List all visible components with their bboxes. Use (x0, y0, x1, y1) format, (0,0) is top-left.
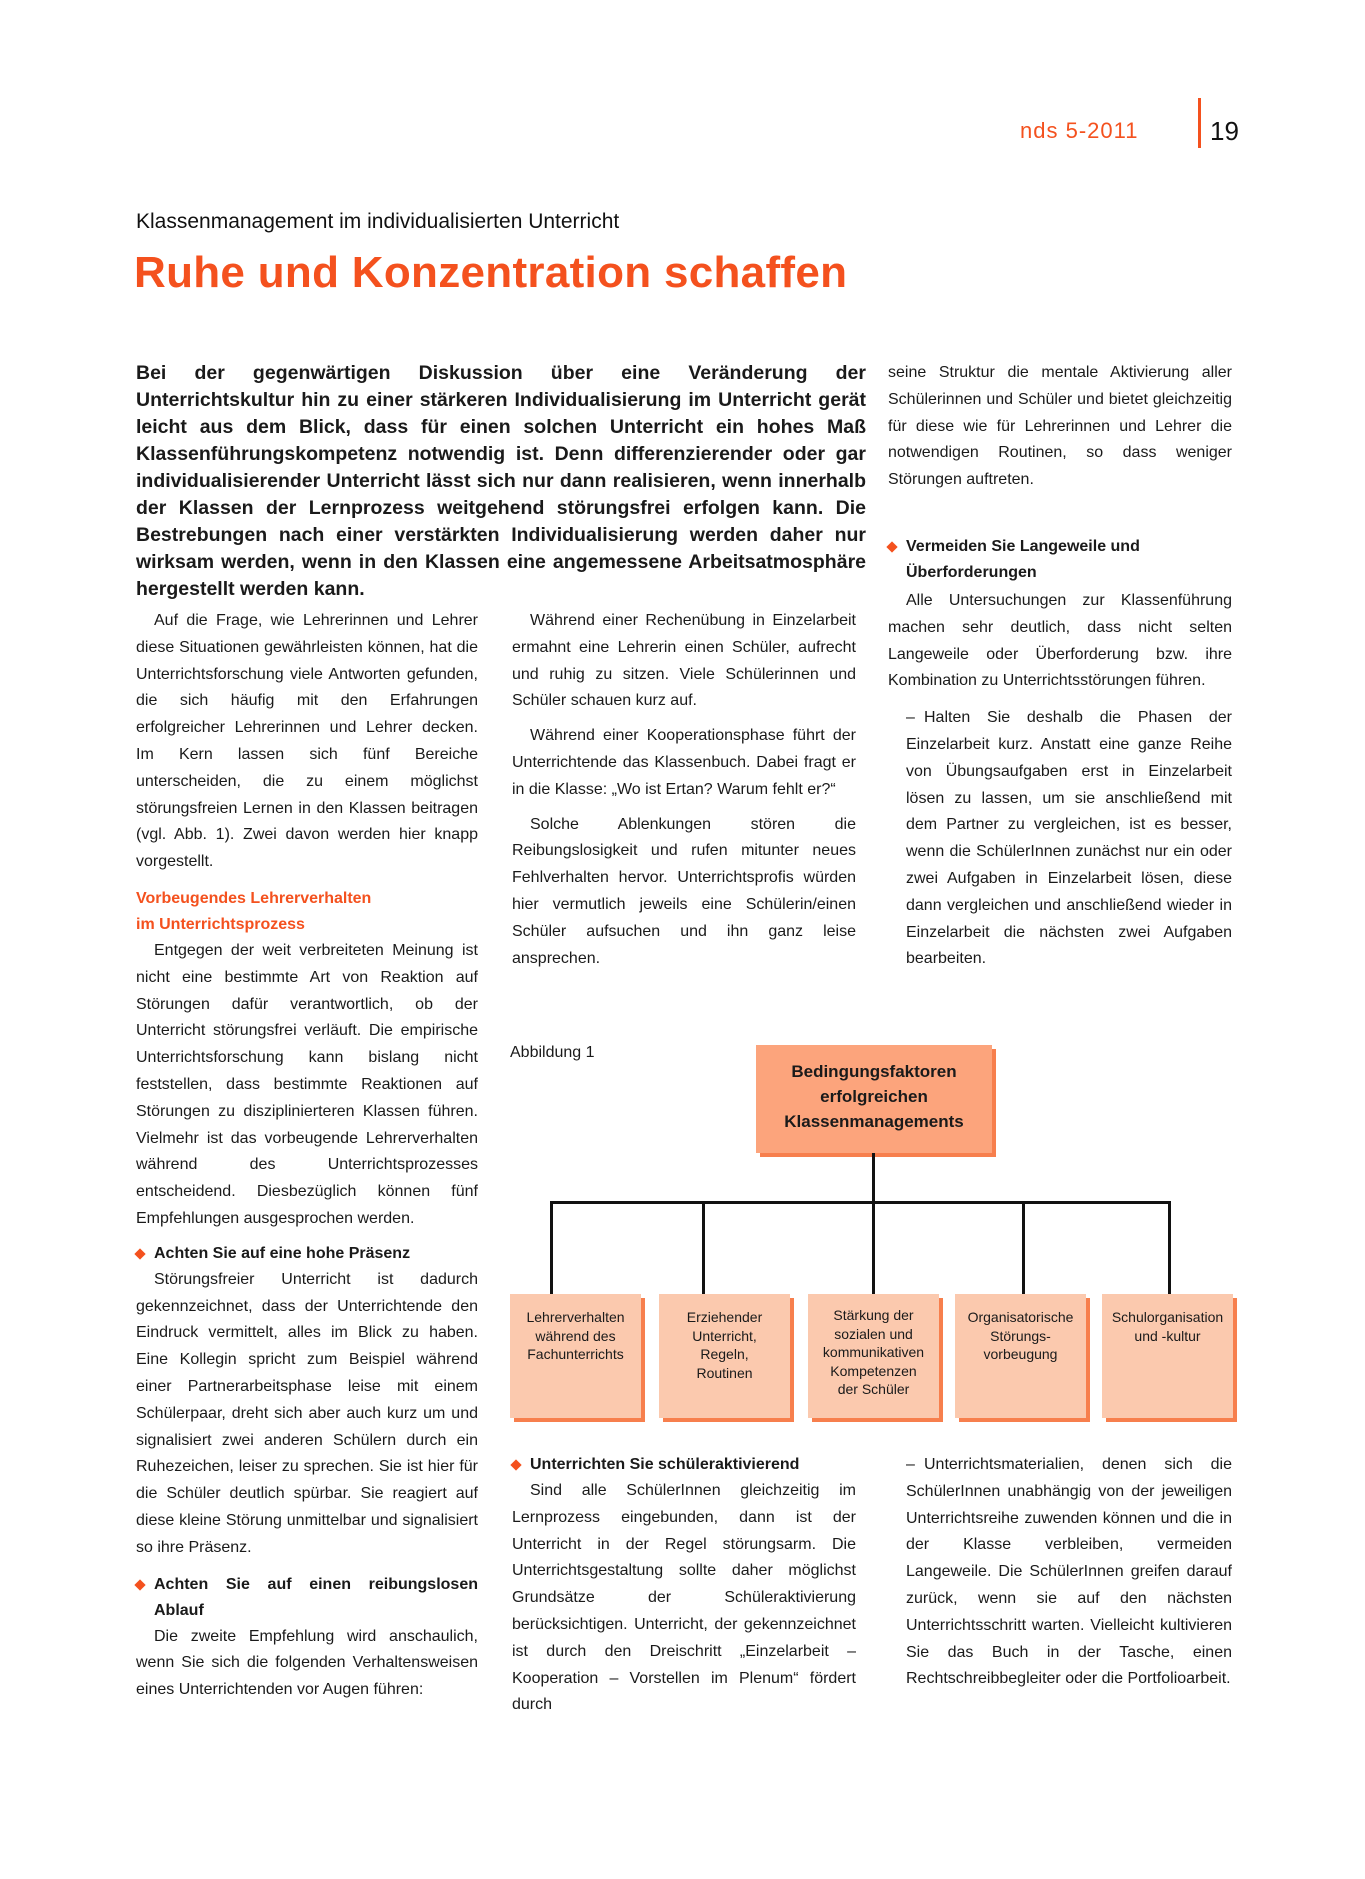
connector-vertical-root (872, 1153, 875, 1203)
child-line: Kompetenzen (830, 1362, 917, 1379)
child-line: vorbeugung (983, 1346, 1058, 1362)
col2-paragraph-4: Sind alle SchülerInnen gleichzeitig im Lernprozess eingebunden, dann ist der Unterricht in der Regel störungsarm. Die Unterrichtsgestaltung sollte daher möglichst Grundsätze der Schüleraktivierung berücksichtigen. Unterricht, der gekennzeichnet ist durch den Dreischritt „Einzelarbeit – Kooperation – Vorstellen im Plenum“ fördert durch (512, 1482, 856, 1714)
col1-paragraph-3: Störungsfreier Unterricht ist dadurch gekennzeichnet, dass der Unterrichtende den Eindruck vermittelt, alles im Blick zu haben. Eine Kollegin spricht zum Beispiel während einer Partnerarbeitsphase leise mit einem Schülerpaar, dreht sich aber auch kurz um und signalisiert zwei anderen Schülern durch ein Ruhezeichen, leiser zu sprechen. Sie ist hier für die Schüler deutlich spürbar. Sie reagiert auf diese kleine Störung unmittelbar und signalisiert so ihre Präsenz. (136, 1270, 478, 1556)
connector-child-5 (1168, 1201, 1171, 1294)
bullet-heading-activating (512, 1452, 856, 1478)
column-2-bottom (512, 1452, 856, 1719)
diagram-child-box-4 (955, 1294, 1086, 1418)
root-line: erfolgreichen (820, 1087, 928, 1106)
bullet-heading-boredom (888, 534, 1232, 586)
article-kicker: Klassenmanagement im individualisierten Unterricht (136, 210, 620, 233)
column-1 (136, 608, 478, 1704)
dash-item-text: Halten Sie deshalb die Phasen der Einzelarbeit kurz. Anstatt eine ganze Reihe von Übungsaufgaben erst in Einzelarbeit lösen zu lassen, um sie anschließend mit dem Partner zu vergleichen, ist es besser, wenn die SchülerInnen zunächst nur ein oder zwei Aufgaben in Einzelarbeit lösen, diese dann vergleichen und anschließend wieder in Einzelarbeit die nächsten zwei Aufgaben bearbeiten. (906, 709, 1232, 968)
diamond-bullet-icon (510, 1459, 521, 1470)
child-line: der Schüler (837, 1381, 910, 1397)
bullet-heading-smooth-flow (136, 1572, 478, 1624)
root-line: Bedingungsfaktoren (791, 1062, 957, 1081)
child-line: Stärkung der (833, 1307, 914, 1323)
bullet-heading-text: Vermeiden Sie Langeweile und (906, 537, 1140, 555)
child-line: und -kultur (1134, 1327, 1201, 1344)
diagram-child-box-5 (1102, 1294, 1233, 1418)
article-lead: Bei der gegenwärtigen Diskussion über eine Veränderung der Unterrichtskultur hin zu einer stärkeren Individualisierung im Unterricht gerät leicht aus dem Blick, dass für einen solchen Unterricht ein hohes Maß Klassenführungskompetenz notwendig ist. Denn differenzierender oder gar individualisierender Unterricht lässt sich nur dann realisieren, wenn innerhalb der Klassen der Lernprozess weitgehend störungsfrei erfolgen kann. Die Bestrebungen nach einer verstärkten Individualisierung werden daher nur wirksam werden, wenn in den Klassen eine angemessene Arbeitsatmosphäre hergestellt werden kann. (136, 362, 866, 600)
diamond-bullet-icon (886, 541, 897, 552)
column-3-bottom (888, 1452, 1232, 1693)
dash-list-item (888, 1452, 1232, 1693)
header-divider (1198, 98, 1201, 148)
connector-horizontal (550, 1201, 1171, 1204)
issue-label: nds 5-2011 (1020, 118, 1139, 143)
dash-list-item (888, 705, 1232, 973)
diagram-child-box-2 (659, 1294, 790, 1418)
bullet-heading-text: Unterrichten Sie schüleraktivierend (530, 1456, 800, 1473)
diagram-child-box-1 (510, 1294, 641, 1418)
child-line: während des (535, 1327, 616, 1344)
diagram-root-box (756, 1045, 992, 1153)
child-line: Schulorganisation (1111, 1309, 1224, 1325)
connector-child-2 (702, 1201, 705, 1294)
bullet-heading-text: Überforderungen (906, 563, 1037, 581)
col3-paragraph-2: Alle Untersuchungen zur Klassenführung machen sehr deutlich, dass nicht selten Langeweile oder Überforderung bzw. ihre Kombination zu Unterrichtsstörungen führen. (888, 591, 1232, 690)
diamond-bullet-icon (134, 1579, 145, 1590)
column-3-top (888, 360, 1232, 973)
page-number: 19 (1210, 116, 1239, 146)
diamond-bullet-icon (134, 1248, 145, 1259)
col2-paragraph-2: Während einer Kooperationsphase führt der Unterrichtende das Klassenbuch. Dabei fragt er in die Klasse: „Wo ist Ertan? Warum fehlt er?“ (512, 727, 856, 798)
connector-child-4 (1022, 1201, 1025, 1294)
root-line: Klassenmanagements (784, 1112, 964, 1131)
child-line: sozialen und (834, 1325, 913, 1342)
diagram-child-box-3 (808, 1294, 939, 1418)
child-line: Organisatorische (967, 1309, 1074, 1325)
connector-child-1 (550, 1201, 553, 1294)
child-line: Regeln, (700, 1346, 749, 1362)
dash-bullet-icon: – (906, 709, 915, 727)
subhead-preventive-1: Vorbeugendes Lehrerverhalten (136, 889, 372, 907)
column-2-top (512, 608, 856, 972)
child-line: Routinen (696, 1364, 753, 1381)
bullet-heading-text: Achten Sie auf einen reibungslosen Ablauf (154, 1575, 478, 1619)
child-line: Lehrerverhalten (526, 1309, 625, 1325)
child-line: Erziehender (686, 1309, 763, 1325)
bullet-heading-text: Achten Sie auf eine hohe Präsenz (154, 1244, 411, 1262)
col2-paragraph-3: Solche Ablenkungen stören die Reibungslosigkeit und rufen mitunter neues Fehlverhalten hervor. Unterrichtsprofis würden hier vermutlich jeweils eine Schülerin/einen Schüler aufsuchen und ihn ganz leise ansprechen. (512, 815, 856, 967)
col1-paragraph-4: Die zweite Empfehlung wird anschaulich, wenn Sie sich die folgenden Verhaltensweisen eines Unterrichtenden vor Augen führen: (136, 1627, 478, 1699)
dash-item-text: Unterrichtsmaterialien, denen sich die SchülerInnen unabhängig von der jeweiligen Unterrichtsreihe zuwenden können und die in der Klasse verbleiben, vermeiden Langeweile. Die SchülerInnen greifen darauf zurück, wenn sie auf den nächsten Unterrichtsschritt warten. Vielleicht kultivieren Sie das Buch in der Tasche, einen Rechtschreibbegleiter oder die Portfolioarbeit. (906, 1456, 1232, 1688)
article-title: Ruhe und Konzentration schaffen (134, 248, 848, 297)
col3-paragraph-1: seine Struktur die mentale Aktivierung aller Schülerinnen und Schüler und bietet gleichzeitig für diese wie für Lehrerinnen und Lehrer die notwendigen Routinen, so dass weniger Störungen auftreten. (888, 364, 1232, 489)
dash-bullet-icon: – (906, 1456, 915, 1473)
subhead-preventive-2: im Unterrichtsprozess (136, 915, 305, 933)
child-line: kommunikativen (822, 1344, 925, 1360)
connector-child-3 (872, 1201, 875, 1294)
col1-paragraph-2: Entgegen der weit verbreiteten Meinung ist nicht eine bestimmte Art von Reaktion auf Störungen dafür verantwortlich, ob der Unterricht störungsfrei verläuft. Die empirische Unterrichtsforschung kann bislang nicht feststellen, dass bestimmte Reaktionen auf Störungen zu disziplinierteren Klassen führen. Vielmehr ist das vorbeugende Lehrerverhalten während des Unterrichtsprozesses entscheidend. Diesbezüglich können fünf Empfehlungen ausgesprochen werden. (136, 941, 478, 1227)
bullet-heading-presence (136, 1241, 478, 1267)
child-line: Störungs- (990, 1327, 1051, 1344)
child-line: Fachunterrichts (527, 1346, 624, 1362)
figure-label: Abbildung 1 (510, 1044, 595, 1061)
col2-paragraph-1: Während einer Rechenübung in Einzelarbeit ermahnt eine Lehrerin einen Schüler, aufrecht und ruhig zu sitzen. Viele Schülerinnen und Schüler schauen kurz auf. (512, 612, 856, 710)
col1-paragraph-1: Auf die Frage, wie Lehrerinnen und Lehrer diese Situationen gewährleisten können, hat die Unterrichtsforschung viele Antworten gefunden, die sich häufig mit den Erfahrungen erfolgreicher Lehrerinnen und Lehrer decken. Im Kern lassen sich fünf Bereiche unterscheiden, die zu einem möglichst störungsfreien Lernen in den Klassen beitragen (vgl. Abb. 1). Zwei davon werden hier knapp vorgestellt. (136, 612, 478, 871)
child-line: Unterricht, (692, 1327, 757, 1344)
